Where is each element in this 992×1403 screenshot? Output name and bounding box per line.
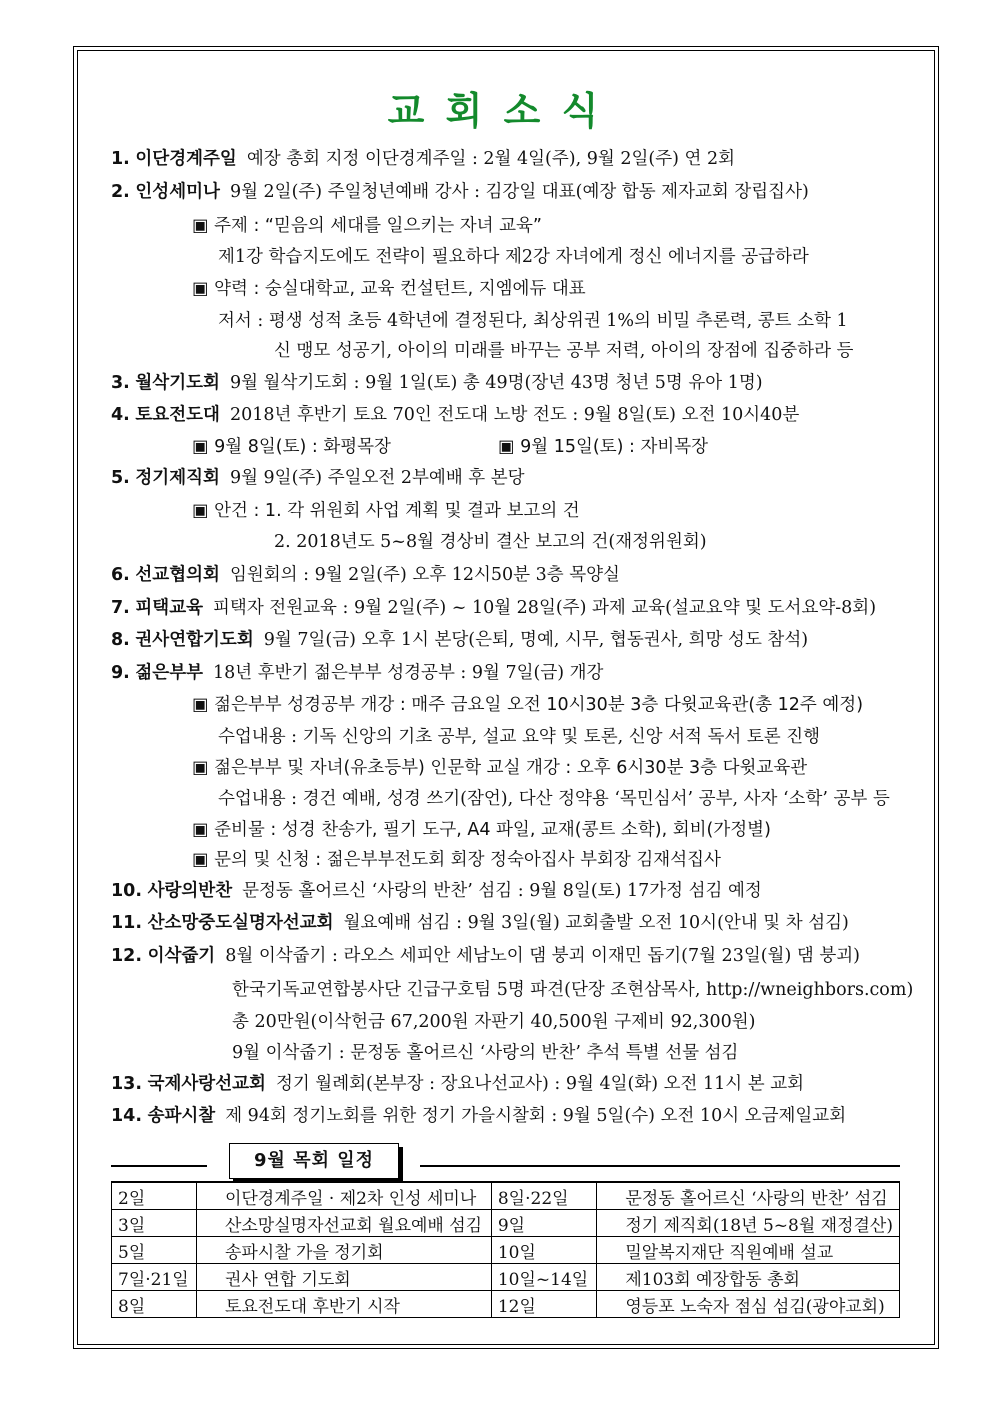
item-detail: ▣ 안건 : 1. 각 위원회 사업 계획 및 결과 보고의 건 xyxy=(192,501,580,521)
item-detail: 저서 : 평생 성적 초등 4학년에 결정된다, 최상위권 1%의 비밀 추론력, 콩트 소학 1 xyxy=(218,311,848,331)
schedule-event: 권사 연합 기도회 xyxy=(196,1264,491,1291)
item-detail-line xyxy=(218,725,820,749)
item-detail-line xyxy=(192,756,807,780)
news-item xyxy=(111,403,799,427)
item-heading: 선교협의회 xyxy=(135,565,220,585)
item-detail-line xyxy=(232,978,913,1002)
item-heading: 이단경계주일 xyxy=(135,149,237,169)
item-detail-line xyxy=(192,848,721,872)
item-text: 정기 월례회(본부장 : 장요나선교사) : 9월 4일(화) 오전 11시 본 교회 xyxy=(275,1074,805,1094)
item-detail-line xyxy=(192,214,542,238)
item-heading: 인성세미나 xyxy=(135,182,220,202)
item-number: 9. xyxy=(111,663,130,683)
news-item xyxy=(111,371,763,395)
item-number: 14. xyxy=(111,1106,143,1126)
item-number: 7. xyxy=(111,598,130,618)
schedule-event: 영등포 노숙자 점심 섬김(광야교회) xyxy=(597,1291,900,1318)
item-heading: 이삭줍기 xyxy=(147,946,216,966)
item-detail-line xyxy=(192,499,580,523)
schedule-row xyxy=(112,1182,900,1210)
schedule-date: 5일 xyxy=(112,1237,197,1264)
item-detail: 제1강 학습지도에도 전략이 필요하다 제2강 자녀에게 정신 에너지를 공급하라 xyxy=(218,247,809,267)
news-item xyxy=(111,1104,846,1128)
schedule-table xyxy=(111,1181,900,1318)
news-item xyxy=(111,563,620,587)
item-text: 18년 후반기 젊은부부 성경공부 : 9월 7일(금) 개강 xyxy=(213,663,604,683)
schedule-row xyxy=(112,1237,900,1264)
item-detail-line xyxy=(498,435,708,459)
item-text: 문정동 홀어르신 ‘사랑의 반찬’ 섬김 : 9월 8일(토) 17가정 섬김 예정 xyxy=(242,881,762,901)
news-item xyxy=(111,661,603,685)
news-item xyxy=(111,628,808,652)
item-detail: 수업내용 : 기독 신앙의 기초 공부, 설교 요약 및 토론, 신앙 서적 독서 토론 진행 xyxy=(218,727,821,747)
item-number: 3. xyxy=(111,373,130,393)
title-char: 교 xyxy=(387,89,431,133)
item-number: 1. xyxy=(111,149,130,169)
item-detail: ▣ 9월 8일(토) : 화평목장 xyxy=(192,437,391,457)
schedule-date: 10일~14일 xyxy=(491,1264,596,1291)
item-heading: 토요전도대 xyxy=(135,405,220,425)
item-detail-line xyxy=(218,245,809,269)
item-heading: 피택교육 xyxy=(135,598,204,618)
title-char: 식 xyxy=(561,89,605,133)
item-detail: 한국기독교연합봉사단 긴급구호팀 5명 파견(단장 조현삼목사, http://wneighbors.com) xyxy=(232,980,914,1000)
schedule-date: 10일 xyxy=(491,1237,596,1264)
item-text: 피택자 전원교육 : 9월 2일(주) ~ 10월 28일(주) 과제 교육(설교요약 및 도서요약-8회) xyxy=(213,598,877,618)
schedule-event: 산소망실명자선교회 월요예배 섬김 xyxy=(196,1210,491,1237)
news-item xyxy=(111,180,809,204)
news-item xyxy=(111,879,762,903)
item-detail: ▣ 준비물 : 성경 찬송가, 필기 도구, A4 파일, 교재(콩트 소학), 회비(가정별) xyxy=(192,820,771,840)
item-text: 2018년 후반기 토요 70인 전도대 노방 전도 : 9월 8일(토) 오전 10시40분 xyxy=(229,405,800,425)
schedule-date: 9일 xyxy=(491,1210,596,1237)
item-detail: 수업내용 : 경건 예배, 성경 쓰기(잠언), 다산 정약용 ‘목민심서’ 공부, 사자 ‘소학’ 공부 등 xyxy=(218,789,890,809)
news-item xyxy=(111,147,735,171)
item-detail-line xyxy=(218,309,848,333)
item-detail: 총 20만원(이삭헌금 67,200원 자판기 40,500원 구제비 92,300원) xyxy=(232,1012,756,1032)
item-detail: ▣ 약력 : 숭실대학교, 교육 컨설턴트, 지엠에듀 대표 xyxy=(192,279,586,299)
news-item xyxy=(111,911,849,935)
schedule-event: 밀알복지재단 직원예배 설교 xyxy=(597,1237,900,1264)
item-text: 9월 2일(주) 주일청년예배 강사 : 김강일 대표(예장 합동 제자교회 장립집사) xyxy=(229,182,809,202)
item-number: 2. xyxy=(111,182,130,202)
item-detail-line xyxy=(192,435,391,459)
item-detail-line xyxy=(274,339,853,363)
item-detail-line xyxy=(232,1041,738,1065)
schedule-event: 문정동 홀어르신 ‘사랑의 반찬’ 섬김 xyxy=(597,1182,900,1210)
title-char: 소 xyxy=(503,89,547,133)
title-char: 회 xyxy=(445,89,489,133)
item-number: 6. xyxy=(111,565,130,585)
schedule-event: 토요전도대 후반기 시작 xyxy=(196,1291,491,1318)
item-heading: 젊은부부 xyxy=(135,663,204,683)
item-detail-line xyxy=(192,277,586,301)
item-heading: 국제사랑선교회 xyxy=(147,1074,266,1094)
item-detail-line xyxy=(192,818,771,842)
schedule-date: 12일 xyxy=(491,1291,596,1318)
schedule-event: 송파시찰 가을 정기회 xyxy=(196,1237,491,1264)
item-detail: ▣ 문의 및 신청 : 젊은부부전도회 회장 정숙아집사 부회장 김재석집사 xyxy=(192,850,721,870)
item-detail: ▣ 젊은부부 성경공부 개강 : 매주 금요일 오전 10시30분 3층 다윗교육관(총 12주 예정) xyxy=(192,695,864,715)
item-text: 제 94회 정기노회를 위한 정기 가을시찰회 : 9월 5일(수) 오전 10시 오금제일교회 xyxy=(225,1106,847,1126)
schedule-title: 9월 목회 일정 xyxy=(229,1143,399,1179)
item-number: 13. xyxy=(111,1074,143,1094)
item-text: 9월 7일(금) 오후 1시 본당(은퇴, 명예, 시무, 협동권사, 희망 성도 참석) xyxy=(263,630,809,650)
item-number: 11. xyxy=(111,913,143,933)
schedule-event: 이단경계주일 · 제2차 인성 세미나 xyxy=(196,1182,491,1210)
schedule-event: 정기 제직회(18년 5~8월 재정결산) xyxy=(597,1210,900,1237)
item-text: 9월 9일(주) 주일오전 2부예배 후 본당 xyxy=(229,468,525,488)
schedule-row xyxy=(112,1264,900,1291)
item-heading: 정기제직회 xyxy=(135,468,220,488)
item-heading: 사랑의반찬 xyxy=(147,881,233,901)
item-number: 12. xyxy=(111,946,143,966)
item-text: 8월 이삭줍기 : 라오스 세피안 세남노이 댐 붕괴 이재민 돕기(7월 23일(월) 댐 붕괴) xyxy=(225,946,860,966)
item-heading: 산소망중도실명자선교회 xyxy=(147,913,334,933)
item-detail: 2. 2018년도 5~8월 경상비 결산 보고의 건(재정위원회) xyxy=(274,532,707,552)
news-item xyxy=(111,466,525,490)
item-detail-line xyxy=(218,787,890,811)
item-detail: ▣ 주제 : “믿음의 세대를 일으키는 자녀 교육” xyxy=(192,216,542,236)
item-number: 5. xyxy=(111,468,130,488)
item-text: 예장 총회 지정 이단경계주일 : 2월 4일(주), 9월 2일(주) 연 2회 xyxy=(246,149,736,169)
item-heading: 권사연합기도회 xyxy=(135,630,254,650)
item-detail-line xyxy=(192,693,863,717)
item-heading: 송파시찰 xyxy=(147,1106,216,1126)
item-number: 4. xyxy=(111,405,130,425)
schedule-row xyxy=(112,1291,900,1318)
item-text: 9월 월삭기도회 : 9월 1일(토) 총 49명(장년 43명 청년 5명 유아 1명) xyxy=(229,373,763,393)
item-detail: 9월 이삭줍기 : 문정동 홀어르신 ‘사랑의 반찬’ 추석 특별 선물 섬김 xyxy=(232,1043,739,1063)
schedule-rule-right xyxy=(420,1165,900,1167)
schedule-event: 제103회 예장합동 총회 xyxy=(597,1264,900,1291)
schedule-date: 3일 xyxy=(112,1210,197,1237)
item-detail: ▣ 9월 15일(토) : 자비목장 xyxy=(498,437,709,457)
item-number: 10. xyxy=(111,881,143,901)
item-detail: ▣ 젊은부부 및 자녀(유초등부) 인문학 교실 개강 : 오후 6시30분 3층 다윗교육관 xyxy=(192,758,808,778)
item-heading: 월삭기도회 xyxy=(135,373,220,393)
item-detail-line xyxy=(232,1010,755,1034)
item-number: 8. xyxy=(111,630,130,650)
item-text: 월요예배 섬김 : 9월 3일(월) 교회출발 오전 10시(안내 및 차 섬김) xyxy=(343,913,849,933)
item-detail-line xyxy=(274,530,707,554)
schedule-rule-left xyxy=(111,1165,207,1167)
news-item xyxy=(111,944,860,968)
schedule-date: 8일·22일 xyxy=(491,1182,596,1210)
news-item xyxy=(111,596,876,620)
schedule-date: 2일 xyxy=(112,1182,197,1210)
news-item xyxy=(111,1072,804,1096)
page-title xyxy=(0,80,992,135)
item-text: 임원회의 : 9월 2일(주) 오후 12시50분 3층 목양실 xyxy=(229,565,620,585)
schedule-date: 8일 xyxy=(112,1291,197,1318)
schedule-date: 7일·21일 xyxy=(112,1264,197,1291)
schedule-row xyxy=(112,1210,900,1237)
item-detail: 신 맹모 성공기, 아이의 미래를 바꾸는 공부 저력, 아이의 장점에 집중하라 등 xyxy=(274,341,854,361)
